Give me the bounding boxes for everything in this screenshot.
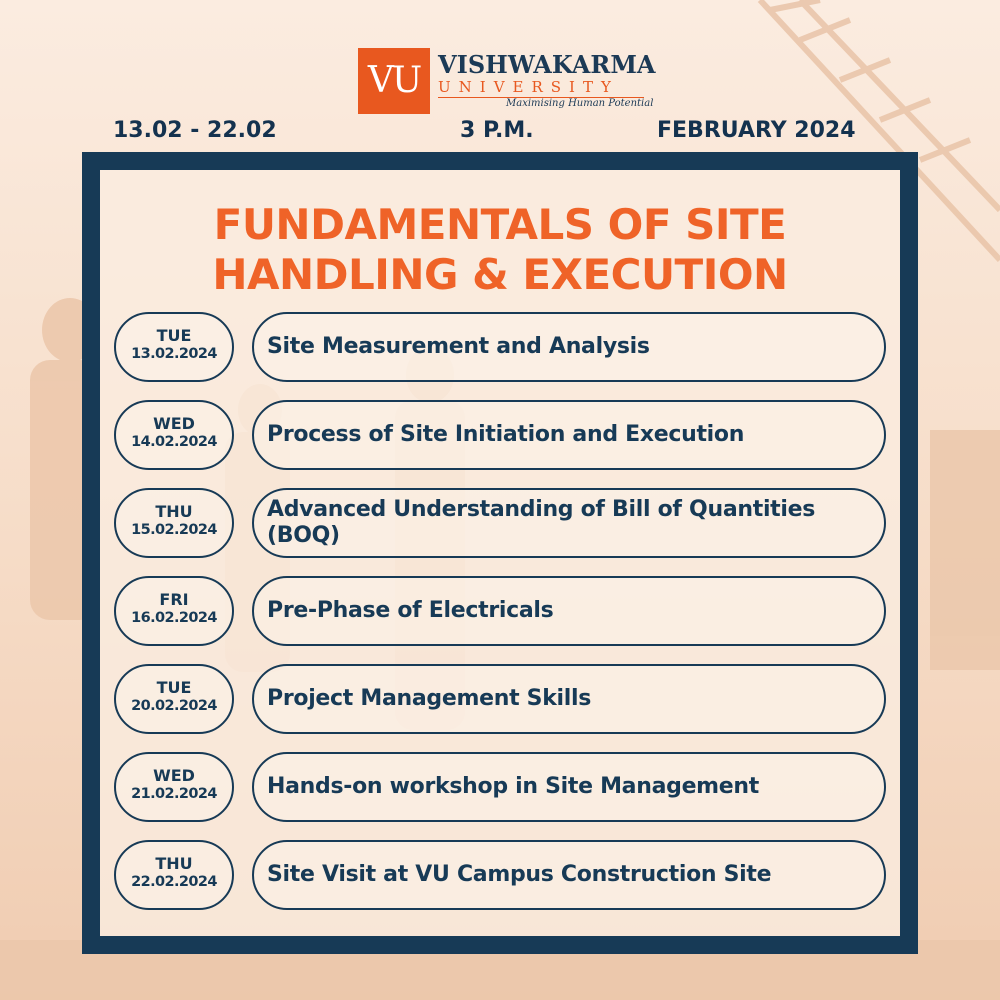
session-day: TUE [156,678,192,697]
session-date: 20.02.2024 [131,698,217,714]
session-topic-badge [252,664,886,734]
session-row [100,312,900,384]
session-topic: Site Measurement and Analysis [267,334,650,359]
session-row [100,840,900,912]
session-topic-badge [252,752,886,822]
session-day: THU [155,854,193,873]
event-month: FEBRUARY 2024 [657,118,856,143]
session-date: 16.02.2024 [131,610,217,626]
session-date: 13.02.2024 [131,346,217,362]
session-day: WED [153,766,195,785]
title-line-2: HANDLING & EXECUTION [212,250,788,299]
session-topic-badge [252,312,886,382]
session-day: FRI [159,590,189,609]
session-date-badge [114,400,234,470]
logo-subname: UNIVERSITY [438,78,644,98]
session-topic-badge [252,400,886,470]
logo-mark: VU [358,48,430,114]
university-logo [358,48,656,114]
session-row [100,752,900,824]
session-topic-badge [252,488,886,558]
session-date: 22.02.2024 [131,874,217,890]
session-topic: Advanced Understanding of Bill of Quantities (BOQ) [267,497,816,548]
session-day: WED [153,414,195,433]
session-topic-badge [252,840,886,910]
logo-tagline: Maximising Human Potential [506,98,654,109]
session-topic: Site Visit at VU Campus Construction Site [267,862,772,887]
session-row [100,576,900,648]
session-topic: Process of Site Initiation and Execution [267,422,745,447]
title-line-1: FUNDAMENTALS OF SITE [213,200,787,249]
session-row [100,400,900,472]
logo-name: VISHWAKARMA [438,50,656,79]
session-date: 14.02.2024 [131,434,217,450]
session-day: THU [155,502,193,521]
date-range: 13.02 - 22.02 [113,118,277,143]
session-topic-badge [252,576,886,646]
session-date-badge [114,312,234,382]
session-date-badge [114,488,234,558]
session-list [100,170,900,936]
session-topic: Pre-Phase of Electricals [267,598,554,623]
session-date-badge [114,664,234,734]
schedule-frame [82,152,918,954]
session-topic: Project Management Skills [267,686,592,711]
session-date-badge [114,752,234,822]
session-row [100,488,900,560]
session-date: 15.02.2024 [131,522,217,538]
session-row [100,664,900,736]
session-date-badge [114,840,234,910]
session-topic: Hands-on workshop in Site Management [267,774,760,799]
session-date: 21.02.2024 [131,786,217,802]
event-time: 3 P.M. [460,118,534,143]
session-day: TUE [156,326,192,345]
event-info-bar [0,118,1000,148]
session-date-badge [114,576,234,646]
